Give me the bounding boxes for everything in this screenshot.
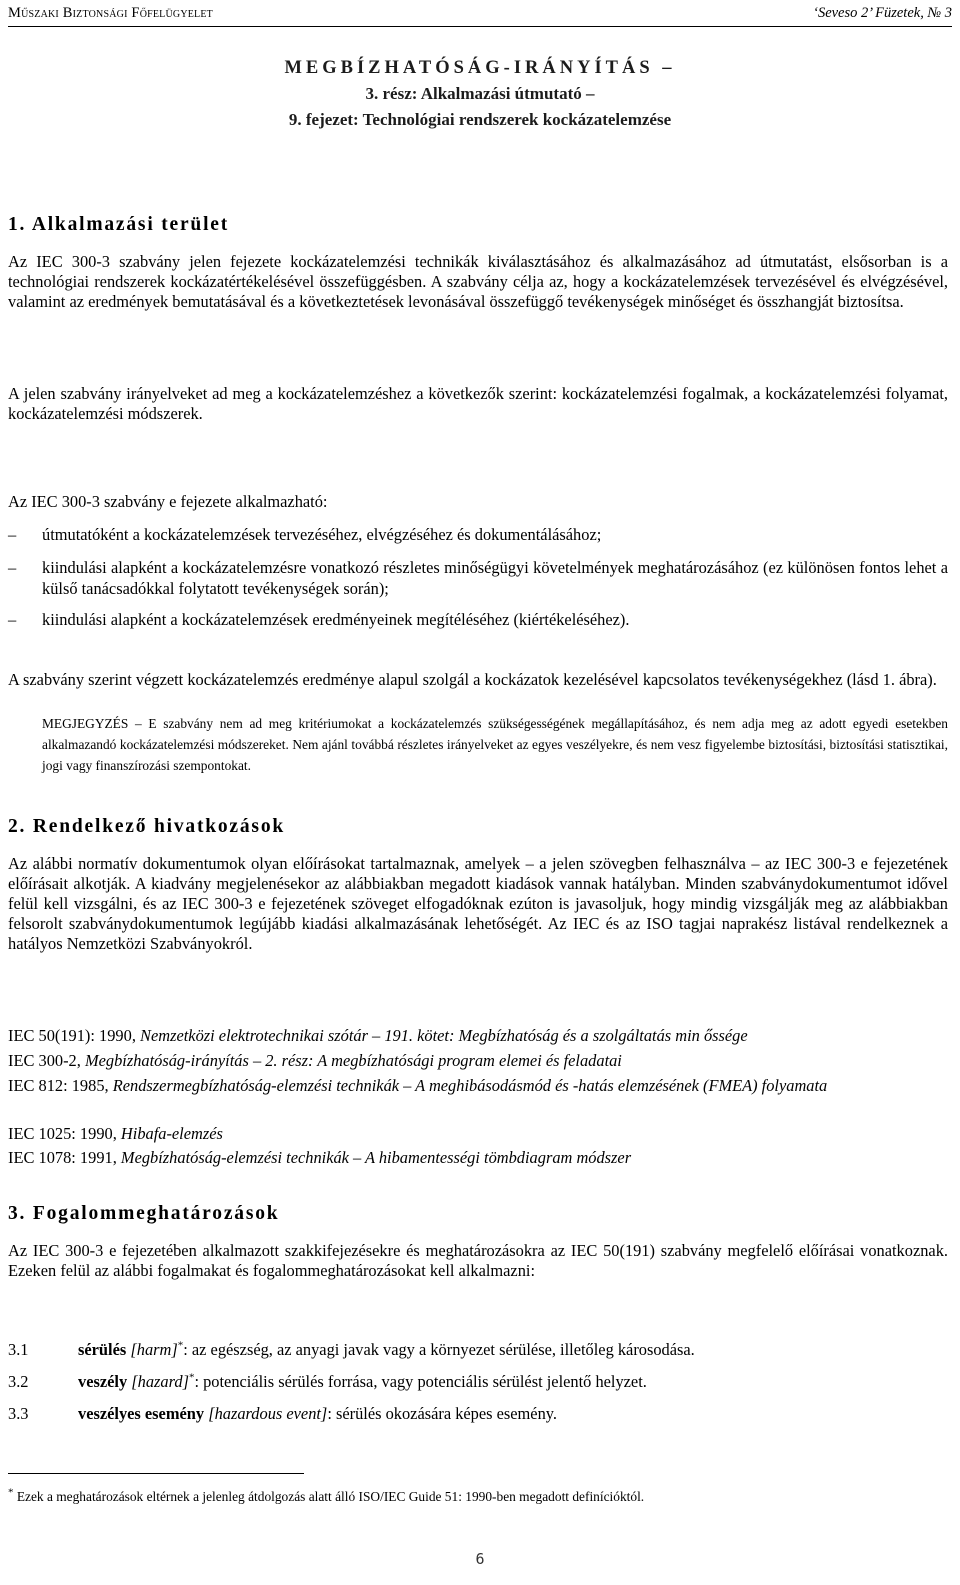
header-series: ‘Seveso 2’ Füzetek, № 3 — [813, 5, 952, 21]
definition-text: : az egészség, az anyagi javak vagy a környezet sérülése, illetőleg károsodása. — [183, 1340, 695, 1359]
document-title — [0, 58, 960, 136]
definition-term: veszélyes esemény — [78, 1404, 205, 1423]
footnote-separator — [8, 1473, 304, 1474]
dash-bullet: – — [8, 558, 17, 577]
definition-term: veszély — [78, 1372, 128, 1391]
definition-text: : potenciális sérülés forrása, vagy potenciális sérülést jelentő helyzet. — [194, 1372, 647, 1391]
footnote-text: Ezek a meghatározások eltérnek a jelenleg átdolgozás alatt álló ISO/IEC Guide 51: 1990-ben megadott definícióktól. — [13, 1489, 645, 1504]
reference-item — [8, 1025, 948, 1046]
section-2-paragraph-1: Az alábbi normatív dokumentumok olyan előírásokat tartalmaznak, amelyek – a jelen szövegben felhasználva – az IEC 300-3 e fejezetének előírásait alkotják. A kiadvány megjelenésekor az alábbiakban megadott kiadások vannak hatályban. Minden szabványdokumentumot idővel felül kell vizsgálni, és az IEC 300-3 e fejezetének szöveget elfogadóknak ezúton is javasoljuk, hogy mindig vizsgálják meg az alábbiakban felsorolt szabványdokumentumok legújább kiadási alkalmazásának lehetőségét. Az IEC és az ISO tagjai naprakész listával rendelkeznek a hatályos Nemzetközi Szabványokról. — [8, 854, 948, 953]
page-number: 6 — [475, 1550, 485, 1568]
dash-bullet: – — [8, 610, 17, 629]
definition-english-term: [hazardous event] — [208, 1404, 328, 1423]
list-item-text: kiindulási alapként a kockázatelemzések eredményeinek megítéléséhez (kiértékeléséhez). — [42, 610, 630, 629]
reference-code: IEC 1078: 1991, — [8, 1148, 117, 1167]
list-item-text: kiindulási alapként a kockázatelemzésre vonatkozó részletes minőségügyi követelmények meghatározásához (ez különösen fontos lehet a külső tanácsadókkal folytatott tevékenységek során); — [42, 558, 948, 598]
reference-title: Megbízhatóság-elemzési technikák – A hibamentességi tömbdiagram módszer — [120, 1148, 632, 1167]
definition-term: sérülés — [78, 1340, 127, 1359]
definition-english-term: [harm] — [130, 1340, 178, 1359]
title-chapter: 9. fejezet: Technológiai rendszerek kockázatelemzése — [288, 110, 672, 129]
reference-item — [8, 1050, 948, 1071]
definition-english-term: [hazard] — [131, 1372, 189, 1391]
footnote-marker: * — [188, 1371, 195, 1384]
section-1-paragraph-4: A szabvány szerint végzett kockázatelemzés eredménye alapul szolgál a kockázatok kezelésével kapcsolatos tevékenységekhez (lásd 1. ábra). — [8, 670, 937, 689]
section-3-heading: 3. Fogalommeghatározások — [8, 1203, 280, 1224]
section-2-heading: 2. Rendelkező hivatkozások — [8, 816, 286, 837]
footnote-mark: * — [8, 1486, 14, 1499]
reference-item — [8, 1123, 948, 1144]
reference-code: IEC 812: 1985, — [8, 1076, 109, 1095]
reference-item — [8, 1075, 948, 1096]
reference-code: IEC 1025: 1990, — [8, 1124, 117, 1143]
dash-bullet: – — [8, 525, 17, 544]
reference-code: IEC 300-2, — [8, 1051, 81, 1070]
reference-title: Megbízhatóság-irányítás – 2. rész: A megbízhatósági program elemei és feladatai — [84, 1051, 622, 1070]
section-1-paragraph-1: Az IEC 300-3 szabvány jelen fejezete kockázatelemzési technikák kiválasztásához és alkalmazásához ad útmutatást, elsősorban is a technológiai rendszerek kockázatértékelésével összefüggésben. A szabvány célja az, hogy a kockázatelemzések tervezésével és elvégzésével, valamint az eredmények bemutatásával és a következtetések levonásával összefüggő tevékenységek minőséget és összhangját biztosítsa. — [8, 252, 948, 311]
definition-number: 3.2 — [8, 1372, 29, 1391]
running-header — [8, 2, 952, 27]
reference-title: Nemzetközi elektrotechnikai szótár – 191. kötet: Megbízhatóság és a szolgáltatás min őssége — [140, 1026, 748, 1045]
reference-title: Hibafa-elemzés — [120, 1124, 223, 1143]
header-organization: Műszaki Biztonsági Főfelügyelet — [8, 5, 213, 21]
note: MEGJEGYZÉS – E szabvány nem ad meg kritériumokat a kockázatelemzés szükségességének megállapításához, és nem adja meg az adott egyedi esetekben alkalmazandó kockázatelemzési módszereket. Nem ajánl továbbá részletes irányelveket az egyes veszélyekre, és nem vesz figyelembe biztosítási, biztosítási statisztikai, jogi vagy finanszírozási szempontokat. — [42, 716, 948, 773]
section-1-heading: 1. Alkalmazási terület — [8, 214, 230, 235]
section-3-paragraph-1: Az IEC 300-3 e fejezetében alkalmazott szakkifejezésekre és meghatározásokra az IEC 50(191) szabvány megfelelő előírásai vonatkoznak. Ezeken felül az alábbi fogalmakat és fogalommeghatározásokat kell alkalmazni: — [8, 1241, 948, 1280]
reference-title: Rendszermegbízhatóság-elemzési technikák – A meghibásodásmód és -hatás elemzésének (FMEA) folyamata — [112, 1076, 828, 1095]
definition-number: 3.3 — [8, 1404, 29, 1423]
footnote — [8, 1488, 644, 1506]
list-item-text: útmutatóként a kockázatelemzések tervezéséhez, elvégzéséhez és dokumentálásához; — [42, 525, 602, 544]
reference-code: IEC 50(191): 1990, — [8, 1026, 136, 1045]
title-part: 3. rész: Alkalmazási útmutató – — [365, 84, 595, 103]
section-1-paragraph-3: Az IEC 300-3 szabvány e fejezete alkalmazható: — [8, 492, 328, 511]
section-1-paragraph-2: A jelen szabvány irányelveket ad meg a kockázatelemzéshez a következők szerint: kockázatelemzési fogalmak, a kockázatelemzési folyamat, kockázatelemzési módszerek. — [8, 384, 948, 423]
definition-text: : sérülés okozására képes esemény. — [327, 1404, 558, 1423]
footnote-marker: * — [177, 1339, 184, 1352]
title-main: MEGBÍZHATÓSÁG-IRÁNYÍTÁS – — [284, 58, 676, 78]
definition-number: 3.1 — [8, 1340, 29, 1359]
reference-item — [8, 1147, 948, 1168]
